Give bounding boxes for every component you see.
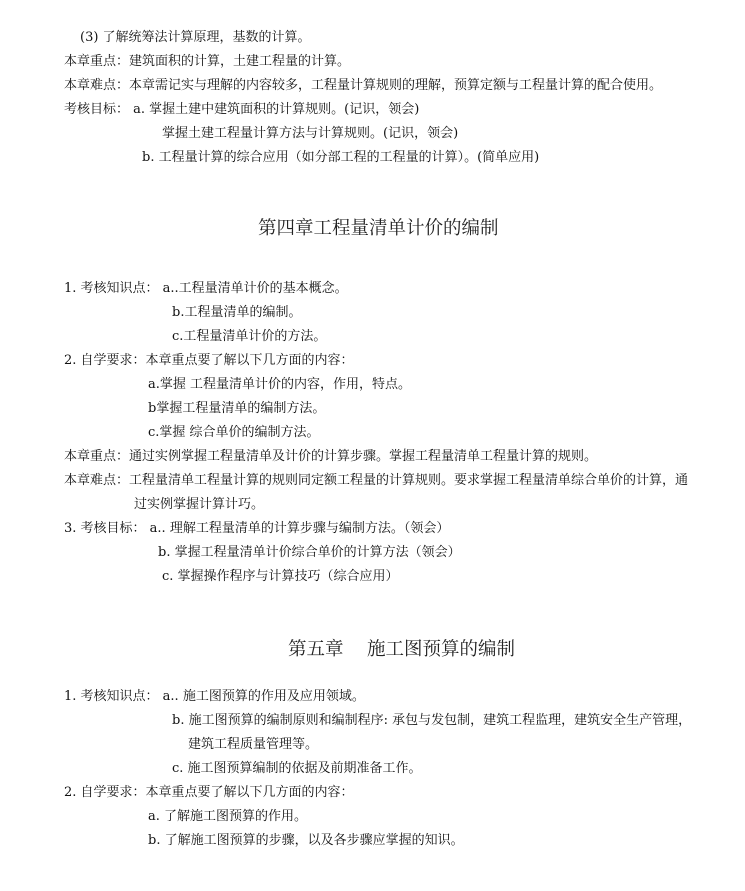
ch4-study-c: c.掌握 综合单价的编制方法。 (148, 425, 320, 440)
chapter-4-title: 第四章工程量清单计价的编制 (258, 218, 499, 239)
ch4-knowledge-b: b.工程量清单的编制。 (172, 305, 302, 320)
ch5-knowledge-b-cont: 建筑工程质量管理等。 (188, 737, 319, 752)
chapter-5-title: 第五章 施工图预算的编制 (288, 639, 516, 660)
ch5-self-study: 2. 自学要求：本章重点要了解以下几方面的内容： (64, 785, 354, 800)
ch4-goal-b: b. 掌握工程量清单计价综合单价的计算方法（领会） (158, 545, 461, 560)
ch4-goal-a: 3. 考核目标： a.. 理解工程量清单的计算步骤与编制方法。（领会） (64, 521, 450, 536)
intro-item-3: (3) 了解统筹法计算原理，基数的计算。 (80, 30, 311, 45)
ch5-knowledge-a: 1. 考核知识点： a.. 施工图预算的作用及应用领域。 (64, 689, 365, 704)
ch5-knowledge-c: c. 施工图预算编制的依据及前期准备工作。 (172, 761, 422, 776)
ch4-key-points: 本章重点：通过实例掌握工程量清单及计价的计算步骤。掌握工程量清单工程量计算的规则。 (64, 449, 598, 464)
ch5-knowledge-b: b. 施工图预算的编制原则和编制程序: 承包与发包制，建筑工程监理，建筑安全生产管理， (172, 713, 692, 728)
intro-difficulties: 本章难点：本章需记实与理解的内容较多，工程量计算规则的理解，预算定额与工程量计算的配合使用。 (64, 78, 663, 93)
ch4-goal-c: c. 掌握操作程序与计算技巧（综合应用） (162, 569, 399, 584)
intro-key-points: 本章重点：建筑面积的计算，土建工程量的计算。 (64, 54, 351, 69)
ch5-study-b: b. 了解施工图预算的步骤，以及各步骤应掌握的知识。 (148, 833, 464, 848)
ch4-knowledge-c: c.工程量清单计价的方法。 (172, 329, 327, 344)
intro-goal-a-cont: 掌握土建工程量计算方法与计算规则。(记识，领会) (162, 126, 459, 141)
ch4-difficulties: 本章难点：工程量清单工程量计算的规则同定额工程量的计算规则。要求掌握工程量清单综合单价的计算，通 (64, 473, 689, 488)
ch4-knowledge-a: 1. 考核知识点： a..工程量清单计价的基本概念。 (64, 281, 348, 296)
ch4-study-a: a.掌握 工程量清单计价的内容，作用，特点。 (148, 377, 412, 392)
ch5-study-a: a. 了解施工图预算的作用。 (148, 809, 308, 824)
ch4-difficulties-cont: 过实例掌握计算计巧。 (134, 497, 265, 512)
intro-goal-a: 考核目标： a. 掌握土建中建筑面积的计算规则。(记识，领会) (64, 102, 420, 117)
ch4-study-b: b掌握工程量清单的编制方法。 (148, 401, 326, 416)
ch4-self-study: 2. 自学要求：本章重点要了解以下几方面的内容： (64, 353, 354, 368)
intro-goal-b: b. 工程量计算的综合应用（如分部工程的工程量的计算）。(简单应用) (142, 150, 540, 165)
